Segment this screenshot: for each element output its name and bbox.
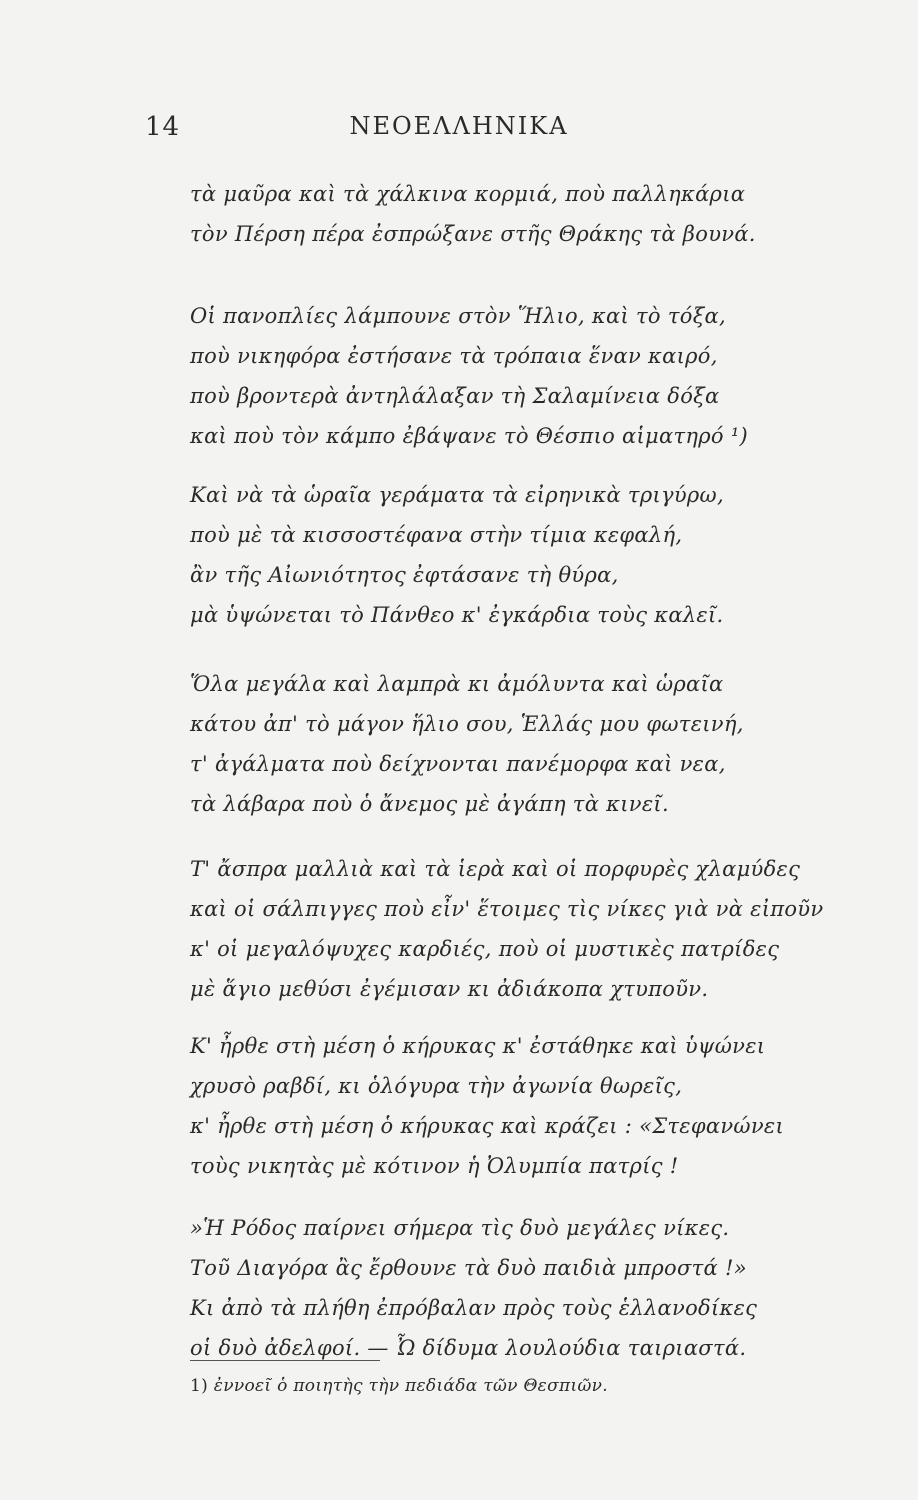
stanza-6 — [190, 1026, 784, 1186]
verse-line: ποὺ μὲ τὰ κισσοστέφανα στὴν τίμια κεφαλή, — [190, 523, 683, 547]
verse-line: χρυσὸ ραβδί, κι ὁλόγυρα τὴν ἀγωνία θωρεῖς, — [190, 1074, 683, 1098]
verse-line: ποὺ βροντερὰ ἀντηλάλαξαν τὴ Σαλαμίνεια δόξα — [190, 384, 720, 408]
verse-line: τοὺς νικητὰς μὲ κότινον ἡ Ὀλυμπία πατρίς ! — [190, 1154, 679, 1178]
verse-line: Οἱ πανοπλίες λάμπουνε στὸν Ἥλιο, καὶ τὸ τόξα, — [190, 304, 727, 328]
verse-line: Τ' ἄσπρα μαλλιὰ καὶ τὰ ἱερὰ καὶ οἱ πορφυρὲς χλαμύδες — [190, 857, 801, 881]
footnote-rule — [190, 1360, 380, 1361]
verse-line: καὶ ποὺ τὸν κάμπο ἐβάψανε τὸ Θέσπιο αἱματηρό ¹) — [190, 424, 749, 448]
verse-line: τὰ λάβαρα ποὺ ὁ ἄνεμος μὲ ἀγάπη τὰ κινεῖ. — [190, 792, 669, 816]
verse-line: οἱ δυὸ ἀδελφοί. — Ὦ δίδυμα λουλούδια ταιριαστά. — [190, 1336, 747, 1360]
verse-line: τὸν Πέρση πέρα ἐσπρώξανε στῆς Θράκης τὰ βουνά. — [190, 222, 756, 246]
verse-line: καὶ οἱ σάλπιγγες ποὺ εἶν' ἕτοιμες τὶς νίκες γιὰ νὰ εἰποῦν — [190, 897, 824, 921]
footnote — [190, 1376, 608, 1396]
verse-line: »Ἡ Ρόδος παίρνει σήμερα τὶς δυὸ μεγάλες νίκες. — [190, 1216, 730, 1240]
running-title: ΝΕΟΕΛΛΗΝΙΚΑ — [349, 112, 569, 140]
footnote-text: ἐννοεῖ ὁ ποιητὴς τὴν πεδιάδα τῶν Θεσπιῶν. — [213, 1376, 608, 1396]
verse-line: Κι ἀπὸ τὰ πλήθη ἐπρόβαλαν πρὸς τοὺς ἑλλανοδίκες — [190, 1296, 758, 1320]
stanza-5 — [190, 849, 823, 1009]
verse-line: ἂν τῆς Αἰωνιότητος ἐφτάσανε τὴ θύρα, — [190, 563, 619, 587]
verse-line: ποὺ νικηφόρα ἐστήσανε τὰ τρόπαια ἕναν καιρό, — [190, 344, 718, 368]
verse-line: Τοῦ Διαγόρα ἂς ἔρθουνε τὰ δυὸ παιδιὰ μπροστά !» — [190, 1256, 747, 1280]
stanza-3 — [190, 475, 724, 635]
verse-line: τ' ἀγάλματα ποὺ δείχνονται πανέμορφα καὶ νεα, — [190, 752, 726, 776]
verse-line: τὰ μαῦρα καὶ τὰ χάλκινα κορμιά, ποὺ παλληκάρια — [190, 182, 746, 206]
verse-line: Καὶ νὰ τὰ ὡραῖα γεράματα τὰ εἰρηνικὰ τριγύρω, — [190, 483, 724, 507]
verse-line: Κ' ἦρθε στὴ μέση ὁ κήρυκας κ' ἐστάθηκε καὶ ὑψώνει — [190, 1034, 766, 1058]
footnote-marker: 1) — [190, 1376, 209, 1396]
stanza-2 — [190, 296, 748, 456]
page-number: 14 — [145, 112, 181, 142]
stanza-7 — [190, 1208, 757, 1368]
verse-line: Ὅλα μεγάλα καὶ λαμπρὰ κι ἀμόλυντα καὶ ὡραῖα — [190, 672, 724, 696]
stanza-4 — [190, 664, 744, 824]
verse-line: κάτου ἀπ' τὸ μάγον ἥλιο σου, Ἑλλάς μου φωτεινή, — [190, 712, 744, 736]
verse-line: κ' ἦρθε στὴ μέση ὁ κήρυκας καὶ κράζει : «Στεφανώνει — [190, 1114, 785, 1138]
verse-line: μὲ ἅγιο μεθύσι ἐγέμισαν κι ἀδιάκοπα χτυποῦν. — [190, 977, 709, 1001]
verse-line: κ' οἱ μεγαλόψυχες καρδιές, ποὺ οἱ μυστικὲς πατρίδες — [190, 937, 780, 961]
stanza-1 — [190, 174, 756, 254]
verse-line: μὰ ὑψώνεται τὸ Πάνθεο κ' ἐγκάρδια τοὺς καλεῖ. — [190, 603, 724, 627]
